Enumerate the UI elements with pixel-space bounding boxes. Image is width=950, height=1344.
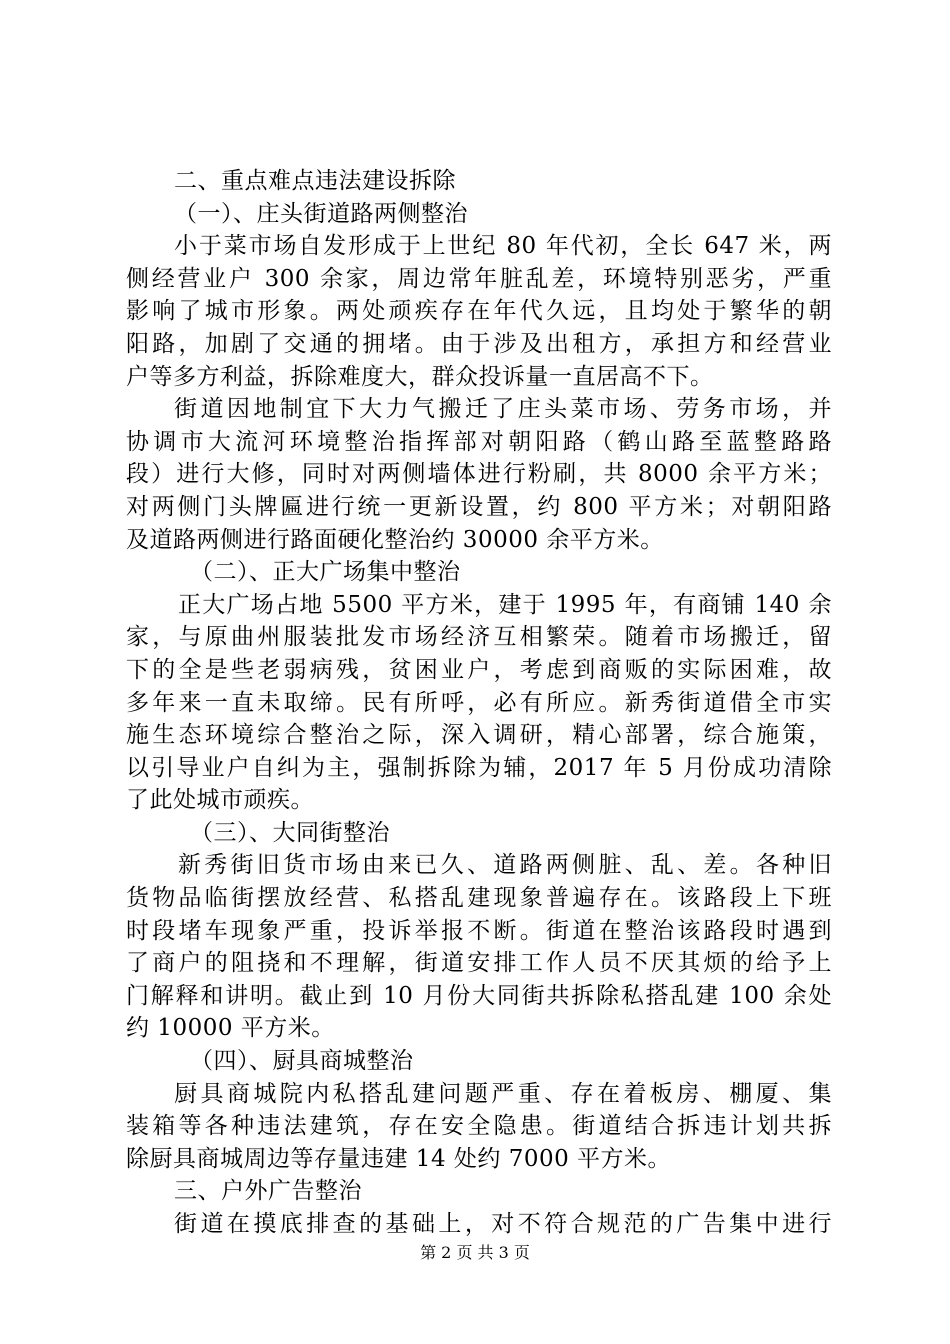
paragraph-line: 了此处城市顽疾。 (126, 787, 314, 814)
paragraph-line: 街道因地制宜下大力气搬迁了庄头菜市场、劳务市场，并 (174, 396, 832, 423)
paragraph-line: 及道路两侧进行路面硬化整治约 30000 余平方米。 (126, 526, 664, 553)
page-footer: 第 2 页 共 3 页 (420, 1243, 530, 1262)
paragraph-line: 户等多方利益，拆除难度大，群众投诉量一直居高不下。 (126, 363, 714, 390)
paragraph-line: 阳路，加剧了交通的拥堵。由于涉及出租方，承担方和经营业 (126, 330, 832, 357)
section-heading: 三、户外广告整治 (174, 1178, 362, 1205)
document-body (126, 165, 832, 1241)
paragraph-line: 段）进行大修，同时对两侧墙体进行粉刷，共 8000 余平方米； (126, 461, 832, 488)
subsection-heading: （二）、正大广场集中整治 (190, 559, 461, 586)
paragraph-line: 厨具商城院内私搭乱建问题严重、存在着板房、棚厦、集 (174, 1080, 832, 1107)
paragraph-line: 影响了城市形象。两处顽疾存在年代久远，且均处于繁华的朝 (126, 298, 832, 325)
paragraph-line: 协调市大流河环境整治指挥部对朝阳路（鹤山路至蓝整路路 (126, 428, 832, 455)
paragraph-line: 下的全是些老弱病残，贫困业户，考虑到商贩的实际困难，故 (126, 656, 832, 683)
paragraph-line: 门解释和讲明。截止到 10 月份大同街共拆除私搭乱建 100 余处 (126, 982, 832, 1009)
subsection-heading: （四）、厨具商城整治 (190, 1048, 414, 1075)
paragraph-line: 对两侧门头牌匾进行统一更新设置，约 800 平方米；对朝阳路 (126, 493, 832, 520)
paragraph-line: 约 10000 平方米。 (126, 1015, 335, 1042)
paragraph-line: 正大广场占地 5500 平方米，建于 1995 年，有商铺 140 余 (178, 591, 832, 618)
paragraph-line: 家，与原曲州服装批发市场经济互相繁荣。随着市场搬迁，留 (126, 624, 832, 651)
paragraph-line: 多年来一直未取缔。民有所呼，必有所应。新秀街道借全市实 (126, 689, 832, 716)
paragraph-line: 小于菜市场自发形成于上世纪 80 年代初，全长 647 米，两 (174, 233, 832, 260)
paragraph-line: 了商户的阻挠和不理解，街道安排工作人员不厌其烦的给予上 (126, 950, 832, 977)
paragraph-line: 以引导业户自纠为主，强制拆除为辅，2017 年 5 月份成功清除 (126, 754, 832, 781)
paragraph-line: 时段堵车现象严重，投诉举报不断。街道在整治该路段时遇到 (126, 917, 832, 944)
paragraph-line: 侧经营业户 300 余家，周边常年脏乱差，环境特别恶劣，严重 (126, 265, 832, 292)
paragraph-line: 施生态环境综合整治之际，深入调研，精心部署，综合施策， (126, 722, 832, 749)
paragraph-line: 货物品临街摆放经营、私搭乱建现象普遍存在。该路段上下班 (126, 885, 832, 912)
subsection-heading: （三）、大同街整治 (190, 819, 390, 846)
paragraph-line: 新秀街旧货市场由来已久、道路两侧脏、乱、差。各种旧 (178, 852, 832, 879)
subsection-heading: （一）、庄头街道路两侧整治 (174, 200, 468, 227)
section-heading: 二、重点难点违法建设拆除 (174, 168, 456, 194)
paragraph-line: 除厨具商城周边等存量违建 14 处约 7000 平方米。 (126, 1145, 672, 1172)
paragraph-line: 装箱等各种违法建筑，存在安全隐患。街道结合拆违计划共拆 (126, 1113, 832, 1140)
paragraph-line: 街道在摸底排查的基础上，对不符合规范的广告集中进行 (174, 1211, 832, 1237)
